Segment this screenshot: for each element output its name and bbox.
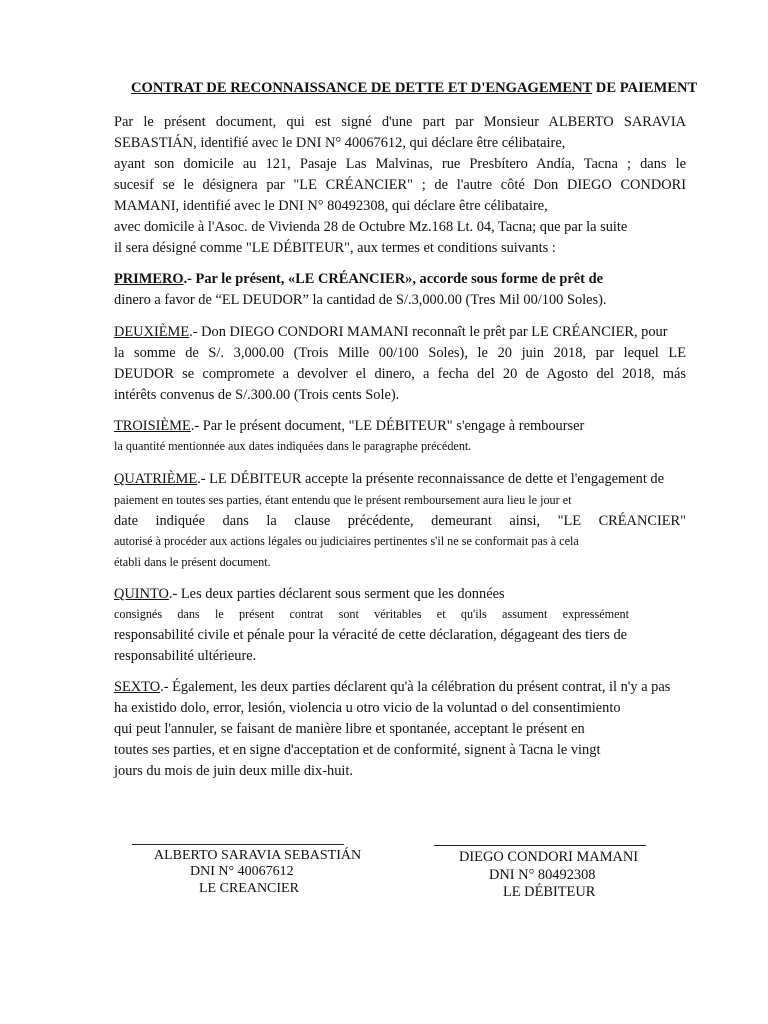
intro-line: Par le présent document, qui est signé d'une part par Monsieur ALBERTO SARAVIA	[114, 114, 686, 130]
clause-deuxieme-line: DEUXIÈME.- Don DIEGO CONDORI MAMANI reconnaît le prêt par LE CRÉANCIER, pour	[114, 324, 668, 340]
clause-quinto-line: consignés dans le présent contrat sont véritables et qu'ils assument expressément	[114, 607, 629, 621]
clause-quatrieme-line: paiement en toutes ses parties, étant entendu que le présent remboursement aura lieu le jour et	[114, 493, 572, 507]
clause-deuxieme-line: la somme de S/. 3,000.00 (Trois Mille 00/100 Soles), le 20 juin 2018, par lequel LE	[114, 345, 686, 361]
clause-quatrieme-line: QUATRIÈME.- LE DÉBITEUR accepte la présente reconnaissance de dette et l'engagement de	[114, 471, 665, 487]
clause-sexto-line: jours du mois de juin deux mille dix-huit.	[114, 763, 354, 779]
clause-heading: TROISIÈME	[114, 418, 191, 434]
document-title	[131, 78, 768, 98]
clause-sexto-line: ha existido dolo, error, lesión, violencia u otro vicio de la voluntad o del consentimiento	[114, 700, 621, 716]
clause-sexto-line: SEXTO.- Également, les deux parties déclarent qu'à la célébration du présent contrat, il n'y a pas	[114, 679, 671, 695]
clause-quinto-line: responsabilité ultérieure.	[114, 648, 257, 664]
intro-line: avec domicile à l'Asoc. de Vivienda 28 de Octubre Mz.168 Lt. 04, Tacna; que par la suite	[114, 219, 628, 235]
clause-troisieme-line: TROISIÈME.- Par le présent document, "LE DÉBITEUR" s'engage à rembourser	[114, 418, 585, 434]
title-rest: DE PAIEMENT	[592, 80, 698, 96]
clause-deuxieme-line: intérêts convenus de S/.300.00 (Trois cents Sole).	[114, 387, 400, 403]
clause-sexto-line: toutes ses parties, et en signe d'acceptation et de conformité, signent à Tacna le vingt	[114, 742, 601, 758]
clause-primero-line: dinero a favor de “EL DEUDOR” la cantidad de S/.3,000.00 (Tres Mil 00/100 Soles).	[114, 292, 607, 308]
intro-line: SEBASTIÁN, identifié avec le DNI N° 40067612, qui déclare être célibataire,	[114, 135, 566, 151]
clause-quinto-line: QUINTO.- Les deux parties déclarent sous serment que les données	[114, 586, 505, 602]
clause-heading: PRIMERO	[114, 271, 184, 287]
clause-quatrieme-line: établi dans le présent document.	[114, 555, 271, 569]
clause-heading: DEUXIÈME	[114, 324, 190, 340]
debtor-signature-line	[434, 845, 646, 846]
creditor-role: LE CREANCIER	[199, 881, 299, 896]
clause-troisieme-line: la quantité mentionnée aux dates indiquées dans le paragraphe précédent.	[114, 439, 472, 453]
creditor-dni: DNI N° 40067612	[190, 864, 294, 879]
clause-deuxieme-line: DEUDOR se compromete a devolver el dinero, a fecha del 20 de Agosto del 2018, más	[114, 366, 686, 382]
clause-quinto-line: responsabilité civile et pénale pour la véracité de cette déclaration, dégageant des tiers de	[114, 627, 628, 643]
creditor-name: ALBERTO SARAVIA SEBASTIÁN	[154, 848, 362, 863]
intro-line: sucesif se le désignera par "LE CRÉANCIER" ; de l'autre côté Don DIEGO CONDORI	[114, 177, 686, 193]
clause-quatrieme-line: date indiquée dans la clause précédente, demeurant ainsi, "LE CRÉANCIER"	[114, 513, 686, 529]
creditor-signature-line	[132, 844, 344, 845]
intro-line: ayant son domicile au 121, Pasaje Las Malvinas, rue Presbítero Andía, Tacna ; dans le	[114, 156, 686, 172]
intro-line: il sera désigné comme "LE DÉBITEUR", aux termes et conditions suivants :	[114, 240, 556, 256]
clause-sexto-line: qui peut l'annuler, se faisant de manière libre et spontanée, acceptant le présent en	[114, 721, 585, 737]
clause-heading: QUATRIÈME	[114, 471, 198, 487]
debtor-name: DIEGO CONDORI MAMANI	[459, 849, 639, 865]
debtor-role: LE DÉBITEUR	[503, 884, 596, 900]
intro-line: MAMANI, identifié avec le DNI N° 80492308, qui déclare être célibataire,	[114, 198, 548, 214]
clause-primero-line: PRIMERO.- Par le présent, «LE CRÉANCIER», accorde sous forme de prêt de	[114, 271, 603, 287]
clause-heading: SEXTO	[114, 679, 161, 695]
clause-quatrieme-line: autorisé à procéder aux actions légales ou judiciaires pertinentes s'il ne se conformait pas à cela	[114, 534, 579, 548]
title-underlined-part: CONTRAT DE RECONNAISSANCE DE DETTE ET D'ENGAGEMENT	[131, 80, 593, 96]
clause-heading: QUINTO	[114, 586, 169, 602]
debtor-dni: DNI N° 80492308	[489, 867, 596, 883]
